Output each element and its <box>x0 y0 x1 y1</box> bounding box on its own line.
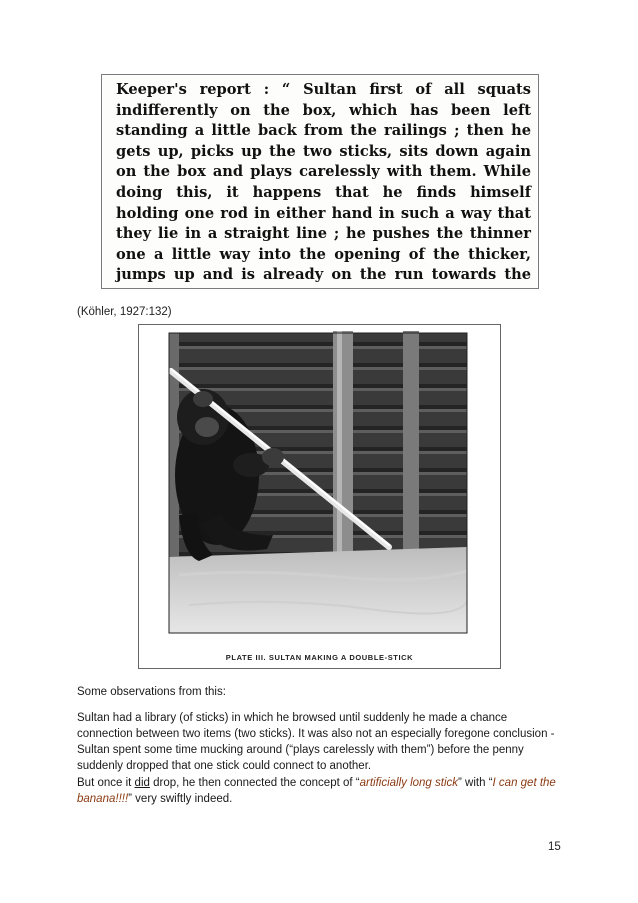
keeper-report-quote: Keeper's report : “ Sultan first of all squats indifferently on the box, which has been left standing a little back from the railings ; then he gets up, picks up the two sticks, sits down again on the box and plays carelessly with them. While doing this, it happens that he finds himself holding one rod in either hand in such a way that they lie in a straight line ; he pushes the thinner one a little way into the opening of the thicker, jumps up and is already on the run towards the <box>116 81 531 284</box>
p3-text-middle: drop, he then connected the concept of “ <box>149 777 360 789</box>
paragraph-penny-dropped <box>77 775 565 807</box>
p3-underlined-did: did <box>134 777 150 789</box>
page-number: 15 <box>548 841 561 853</box>
p3-text-end: ” very swiftly indeed. <box>128 793 233 805</box>
p3-text-start: But once it <box>77 777 135 789</box>
p3-text-between: ” with “ <box>458 777 493 789</box>
p3-italic-long-stick: artificially long stick <box>359 777 459 789</box>
plate-photo <box>138 324 501 669</box>
plate-caption: PLATE III. SULTAN MAKING A DOUBLE-STICK <box>225 653 414 662</box>
chimpanzee-photo-illustration <box>139 325 500 668</box>
scanned-quote-image <box>101 74 539 289</box>
quote-citation: (Köhler, 1927:132) <box>77 306 172 318</box>
paragraph-observations-intro: Some observations from this: <box>77 686 226 698</box>
p3-italic-banana: I can get the banana!!!! <box>77 777 556 805</box>
paragraph-library-of-sticks: Sultan had a library (of sticks) in which he browsed until suddenly he made a chance connection between two items (two sticks). It was also not an especially foregone conclusion - Sultan spent some time mucking around (“plays carelessly with them”) before the penny suddenly dropped that one stick could connect to another. <box>77 712 555 772</box>
